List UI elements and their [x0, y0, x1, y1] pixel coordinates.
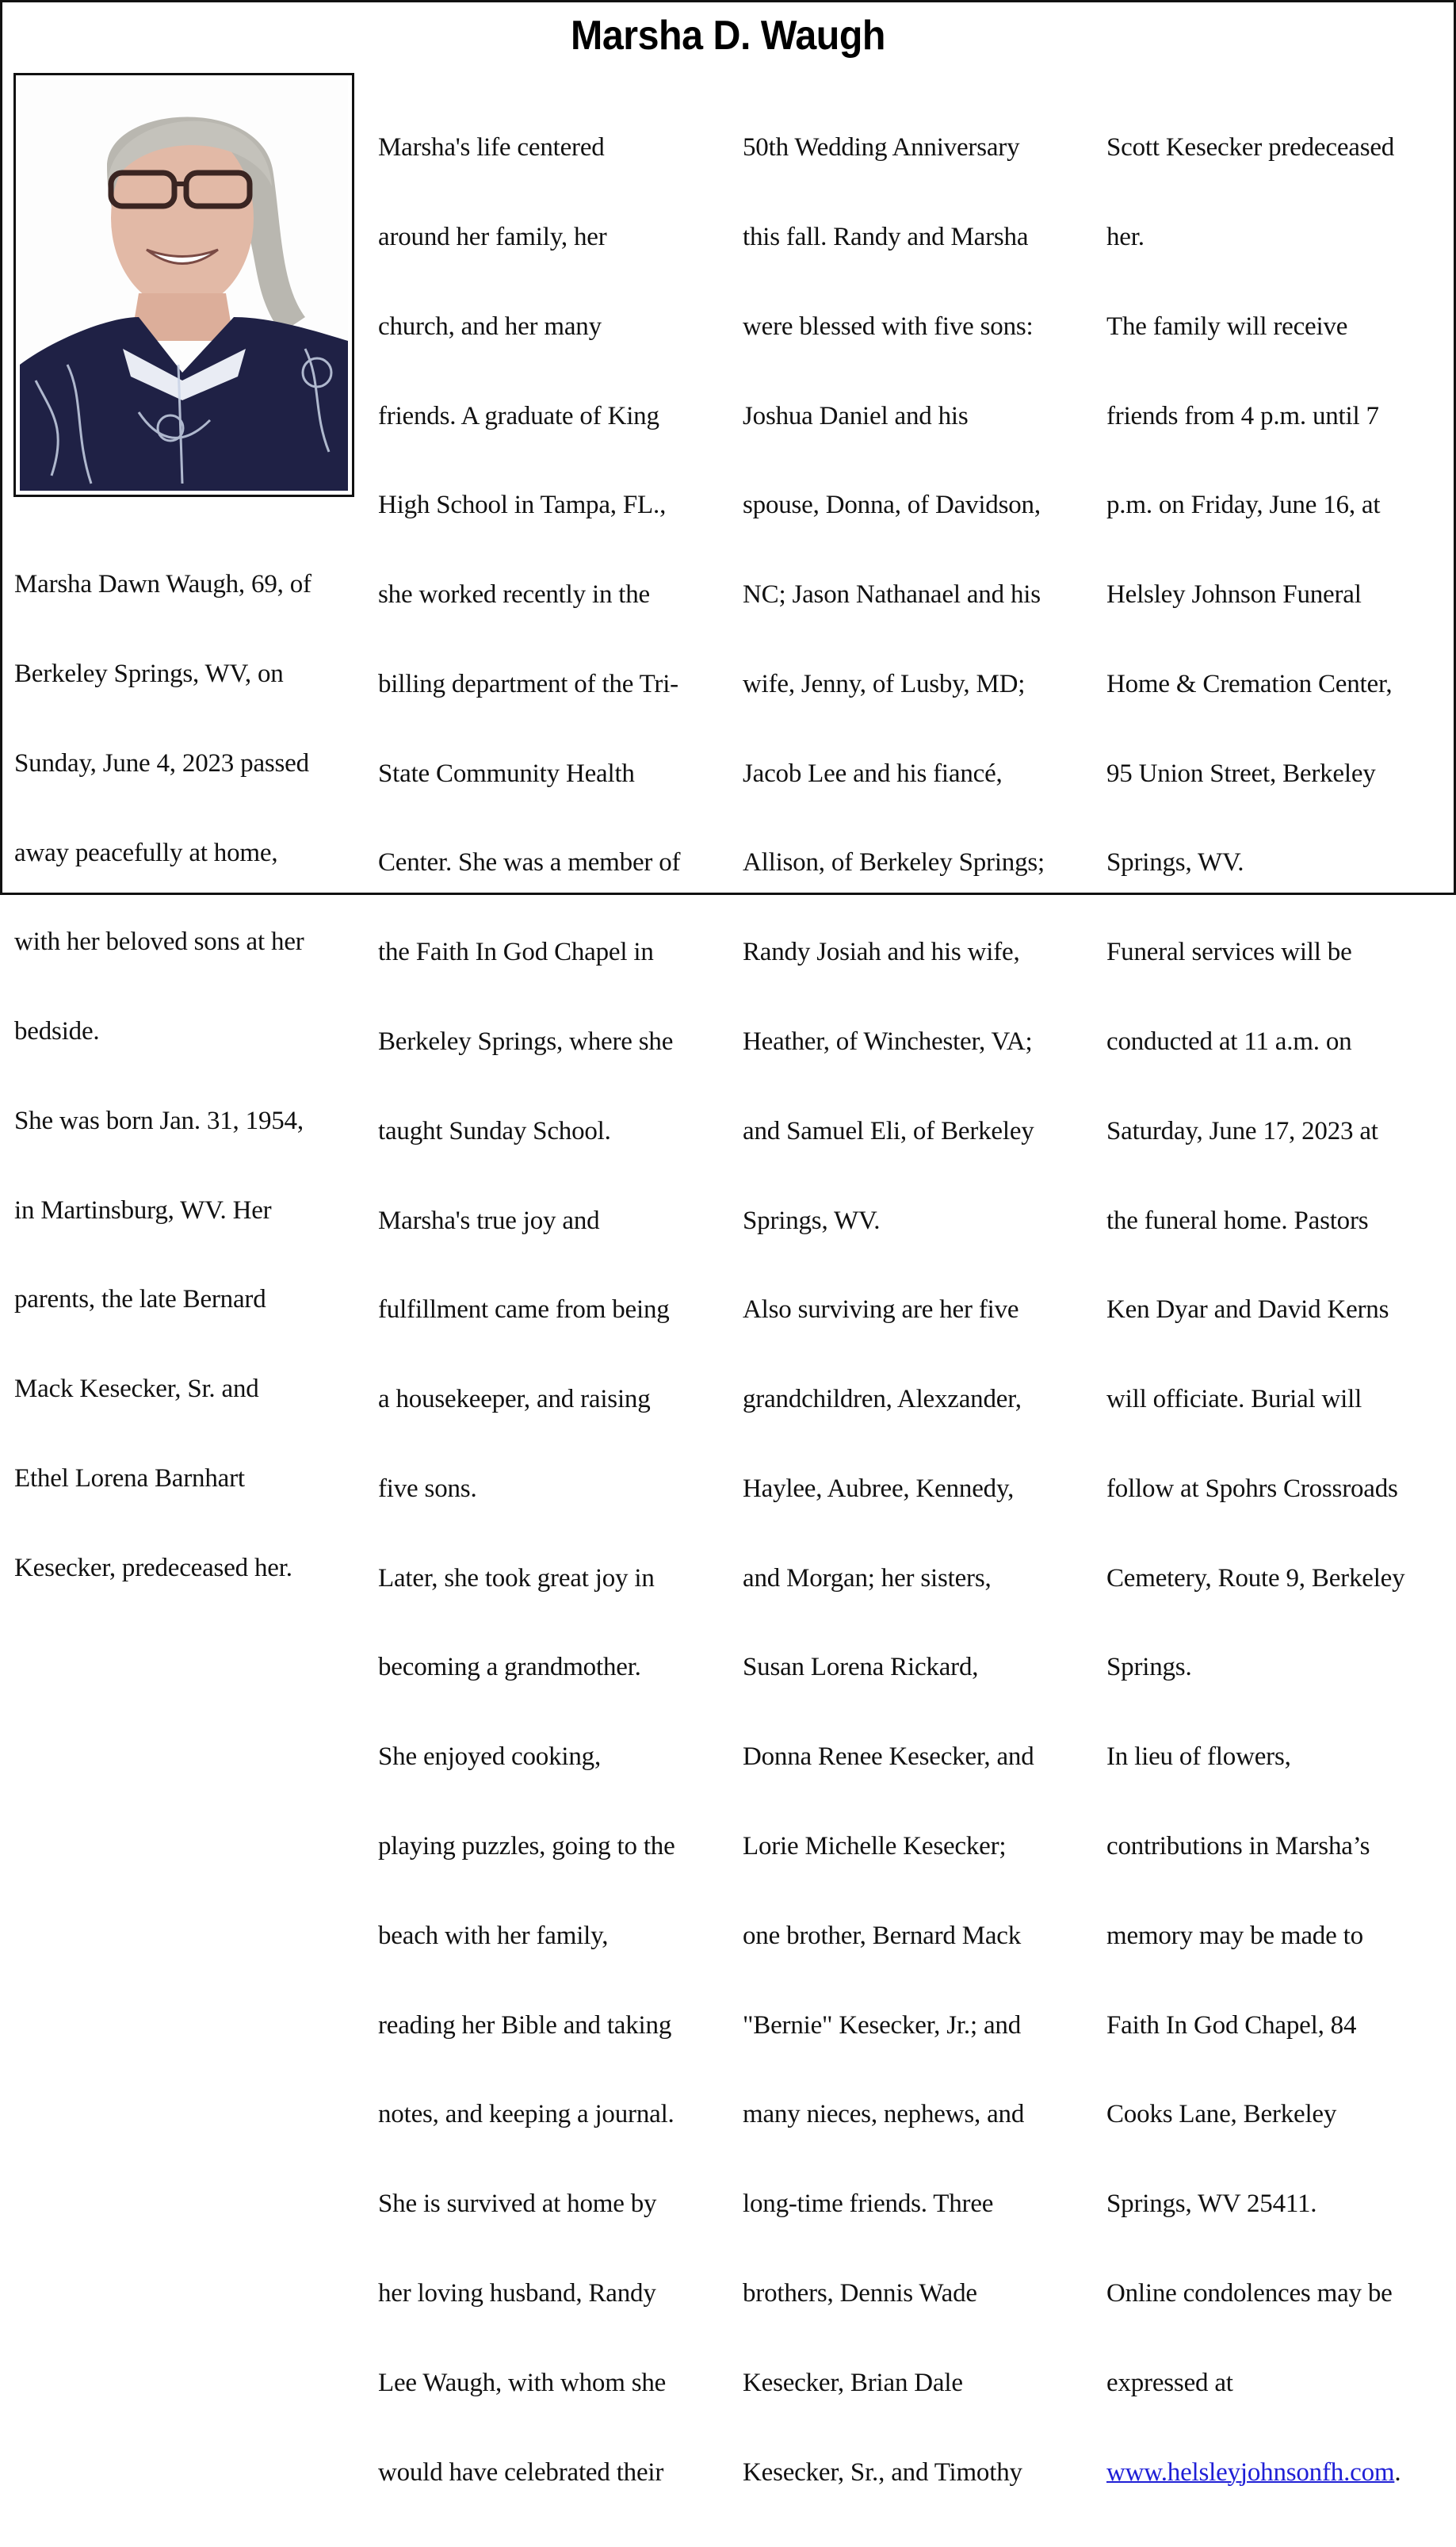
text-line: Lorie Michelle Kesecker; — [743, 1832, 1007, 1861]
obituary-column-3 — [743, 74, 1045, 2547]
text-line: Springs, WV. — [743, 1206, 881, 1235]
text-line: Cooks Lane, Berkeley — [1106, 2100, 1337, 2129]
text-line: NC; Jason Nathanael and his — [743, 580, 1041, 610]
text-line: Center. She was a member of — [378, 848, 681, 878]
obituary-column-1 — [14, 511, 311, 1643]
text-line: the Faith In God Chapel in — [378, 938, 654, 967]
text-line: Marsha's life centered — [378, 133, 605, 163]
text-line: would have celebrated their — [378, 2457, 664, 2487]
text-line: Berkeley Springs, WV, on — [14, 659, 284, 688]
text-line: Joshua Daniel and his — [743, 401, 969, 430]
text-line: parents, the late Bernard — [14, 1285, 266, 1314]
text-line: church, and her many — [378, 312, 602, 341]
text-line: Springs, WV 25411. — [1106, 2189, 1317, 2219]
text-line: contributions in Marsha’s — [1106, 1832, 1370, 1861]
text-line: Faith In God Chapel, 84 — [1106, 2010, 1357, 2040]
text-line: conducted at 11 a.m. on — [1106, 1027, 1352, 1056]
text-line: were blessed with five sons: — [743, 312, 1034, 341]
text-line: this fall. Randy and Marsha — [743, 222, 1029, 251]
text-line: In lieu of flowers, — [1106, 1742, 1291, 1772]
text-line: becoming a grandmother. — [378, 1653, 641, 1682]
text-line: fulfillment came from being — [378, 1295, 670, 1325]
text-line: Home & Cremation Center, — [1106, 669, 1393, 698]
text-line: memory may be made to — [1106, 1921, 1363, 1950]
text-line: taught Sunday School. — [378, 1116, 611, 1145]
obituary-column-4 — [1106, 74, 1404, 2547]
portrait-photo — [20, 79, 348, 491]
text-line: beach with her family, — [378, 1921, 609, 1950]
text-line: She is survived at home by — [378, 2189, 657, 2219]
link-trailing-period: . — [1394, 2457, 1401, 2487]
text-line: will officiate. Burial will — [1106, 1385, 1362, 1414]
text-line: long-time friends. Three — [743, 2189, 994, 2219]
text-line: spouse, Donna, of Davidson, — [743, 491, 1041, 520]
text-line: friends. A graduate of King — [378, 401, 659, 430]
text-line: and Morgan; her sisters, — [743, 1563, 992, 1593]
text-line: Ken Dyar and David Kerns — [1106, 1295, 1389, 1325]
text-line: grandchildren, Alexzander, — [743, 1385, 1022, 1414]
text-line: Online condolences may be — [1106, 2278, 1393, 2308]
text-line: many nieces, nephews, and — [743, 2100, 1025, 2129]
text-line: she worked recently in the — [378, 580, 651, 610]
text-line: Later, she took great joy in — [378, 1563, 655, 1593]
text-line: She enjoyed cooking, — [378, 1742, 602, 1772]
text-line: her loving husband, Randy — [378, 2278, 656, 2308]
text-line: Jacob Lee and his fiancé, — [743, 759, 1003, 788]
text-line: brothers, Dennis Wade — [743, 2278, 977, 2308]
text-line: Scott Kesecker predeceased — [1106, 133, 1395, 163]
text-line: Kesecker, Brian Dale — [743, 2368, 963, 2397]
text-line: p.m. on Friday, June 16, at — [1106, 491, 1381, 520]
text-line: with her beloved sons at her — [14, 927, 304, 957]
text-line: five sons. — [378, 1474, 477, 1503]
text-line: High School in Tampa, FL., — [378, 491, 667, 520]
text-line: Haylee, Aubree, Kennedy, — [743, 1474, 1015, 1503]
text-line: Heather, of Winchester, VA; — [743, 1027, 1033, 1056]
text-line: Saturday, June 17, 2023 at — [1106, 1116, 1378, 1145]
text-line: 50th Wedding Anniversary — [743, 133, 1020, 163]
text-line: one brother, Bernard Mack — [743, 1921, 1022, 1950]
text-line: Allison, of Berkeley Springs; — [743, 848, 1045, 878]
link-line — [1106, 2458, 1404, 2488]
text-line: her. — [1106, 222, 1145, 251]
text-line: Also surviving are her five — [743, 1295, 1019, 1325]
text-line: Susan Lorena Rickard, — [743, 1653, 979, 1682]
text-line: wife, Jenny, of Lusby, MD; — [743, 669, 1026, 698]
text-line: Springs, WV. — [1106, 848, 1244, 878]
text-line: Funeral services will be — [1106, 938, 1352, 967]
text-line: Mack Kesecker, Sr. and — [14, 1375, 259, 1404]
text-line: Donna Renee Kesecker, and — [743, 1742, 1034, 1772]
text-line: playing puzzles, going to the — [378, 1832, 675, 1861]
obituary-column-2 — [378, 74, 680, 2547]
text-line: a housekeeper, and raising — [378, 1385, 651, 1414]
text-line: the funeral home. Pastors — [1106, 1206, 1369, 1235]
text-line: Berkeley Springs, where she — [378, 1027, 674, 1056]
text-line: Sunday, June 4, 2023 passed — [14, 748, 309, 778]
text-line: Kesecker, Sr., and Timothy — [743, 2457, 1022, 2487]
text-line: Springs. — [1106, 1653, 1192, 1682]
text-line: The family will receive — [1106, 312, 1348, 341]
text-line: follow at Spohrs Crossroads — [1106, 1474, 1398, 1503]
text-line: around her family, her — [378, 222, 607, 251]
text-line: in Martinsburg, WV. Her — [14, 1195, 272, 1225]
text-line: friends from 4 p.m. until 7 — [1106, 401, 1379, 430]
portrait-frame — [13, 73, 354, 497]
text-line: 95 Union Street, Berkeley — [1106, 759, 1376, 788]
text-line: Helsley Johnson Funeral — [1106, 580, 1362, 610]
text-line: Cemetery, Route 9, Berkeley — [1106, 1563, 1405, 1593]
text-line: reading her Bible and taking — [378, 2010, 672, 2040]
text-line: Randy Josiah and his wife, — [743, 938, 1020, 967]
funeral-home-website-link[interactable]: www.helsleyjohnsonfh.com — [1106, 2457, 1395, 2487]
obituary-title: Marsha D. Waugh — [571, 13, 885, 59]
text-line: "Bernie" Kesecker, Jr.; and — [743, 2010, 1022, 2040]
text-line: expressed at — [1106, 2368, 1233, 2397]
text-line: Kesecker, predeceased her. — [14, 1553, 292, 1582]
text-line: Marsha Dawn Waugh, 69, of — [14, 570, 311, 599]
text-line: and Samuel Eli, of Berkeley — [743, 1116, 1034, 1145]
text-line: Ethel Lorena Barnhart — [14, 1464, 245, 1493]
text-line: notes, and keeping a journal. — [378, 2100, 674, 2129]
text-line: away peacefully at home, — [14, 838, 278, 867]
text-line: billing department of the Tri- — [378, 669, 678, 698]
text-line: State Community Health — [378, 759, 635, 788]
text-line: bedside. — [14, 1017, 100, 1046]
text-line: Marsha's true joy and — [378, 1206, 600, 1235]
text-line: She was born Jan. 31, 1954, — [14, 1106, 304, 1135]
text-line: Lee Waugh, with whom she — [378, 2368, 667, 2397]
